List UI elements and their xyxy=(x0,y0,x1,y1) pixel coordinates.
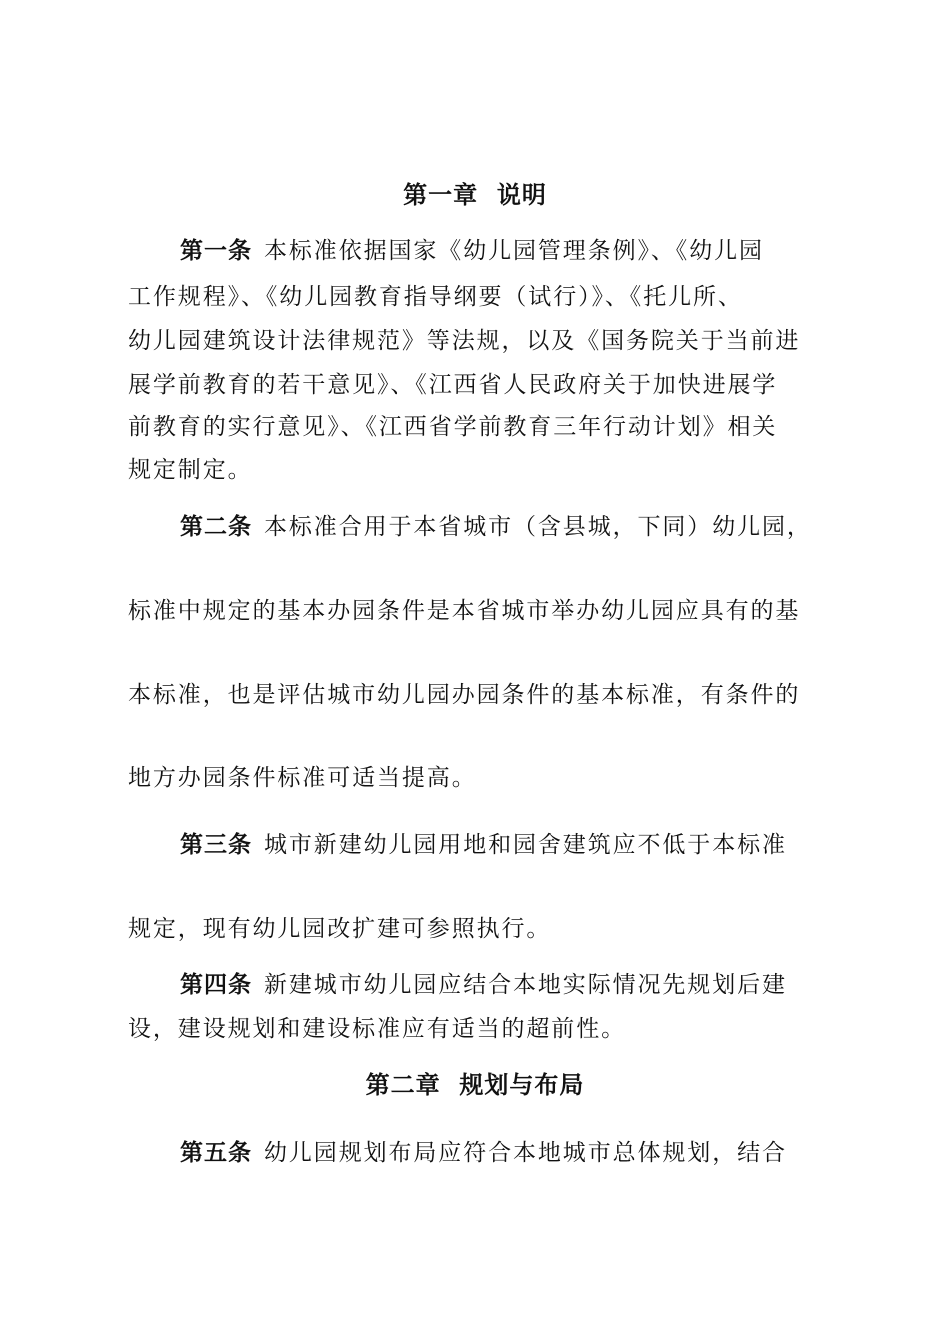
article-1-text: 本标准依据国家《幼儿园管理条例》、《幼儿园 xyxy=(264,238,764,264)
article-1-line: 幼儿园建筑设计法律规范》等法规，以及《国务院关于当前进 xyxy=(128,328,801,354)
article-2-line: 本标准，也是评估城市幼儿园办园条件的基本标准，有条件的 xyxy=(128,682,801,708)
chapter-1-heading: 第一章 说明 xyxy=(403,181,547,209)
article-1-line: 前教育的实行意见》、《江西省学前教育三年行动计划》相关 xyxy=(128,414,778,440)
article-5-text: 幼儿园规划布局应符合本地城市总体规划，结合 xyxy=(264,1140,787,1166)
article-5-label: 第五条 xyxy=(180,1140,252,1166)
article-3-label: 第三条 xyxy=(180,832,252,858)
article-1-first-line xyxy=(180,236,764,266)
article-3-line: 规定，现有幼儿园改扩建可参照执行。 xyxy=(128,916,552,942)
article-2-line: 标准中规定的基本办园条件是本省城市举办幼儿园应具有的基 xyxy=(128,598,801,624)
article-4-label: 第四条 xyxy=(180,972,252,998)
article-1-line: 规定制定。 xyxy=(128,457,253,483)
article-1-line: 展学前教育的若干意见》、《江西省人民政府关于加快进展学 xyxy=(128,372,778,398)
article-3-text: 城市新建幼儿园用地和园舍建筑应不低于本标准 xyxy=(264,832,787,858)
article-1-label: 第一条 xyxy=(180,238,252,264)
article-5-first-line xyxy=(180,1138,787,1168)
article-4-first-line xyxy=(180,970,787,1000)
chapter-2-heading: 第二章 规划与布局 xyxy=(365,1071,585,1099)
article-4-text: 新建城市幼儿园应结合本地实际情况先规划后建 xyxy=(264,972,787,998)
article-2-label: 第二条 xyxy=(180,514,252,540)
article-1-line: 工作规程》、《幼儿园教育指导纲要（试行）》、《托儿所、 xyxy=(128,284,743,310)
article-3-first-line xyxy=(180,830,787,860)
article-2-first-line xyxy=(180,512,812,542)
article-2-line: 地方办园条件标准可适当提高。 xyxy=(128,765,477,791)
article-4-line: 设，建设规划和建设标准应有适当的超前性。 xyxy=(128,1016,626,1042)
article-2-text: 本标准合用于本省城市（含县城，下同）幼儿园， xyxy=(264,514,812,540)
